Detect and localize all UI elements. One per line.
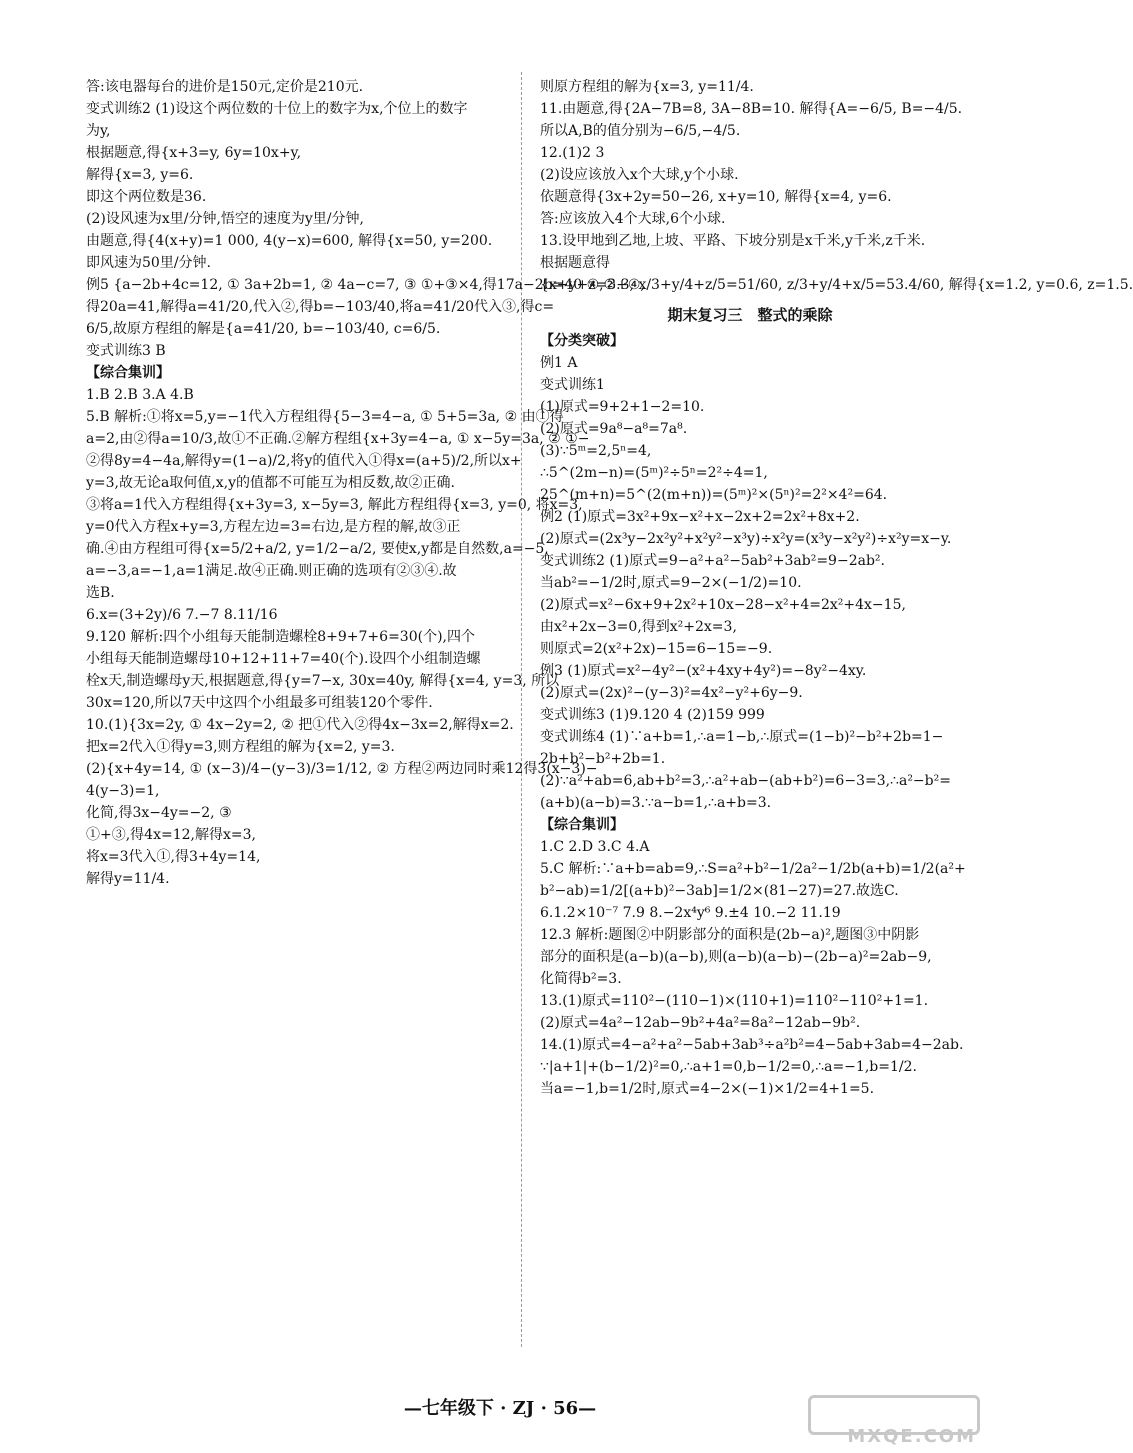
text-line: 栓x天,制造螺母y天,根据题意,得{y=7−x, 30x=40y, 解得{x=4, y=3, 所以 (86, 673, 560, 689)
text-line: (2)设风速为x里/分钟,悟空的速度为y里/分钟, (86, 211, 364, 227)
text-line: 所以A,B的值分别为−6/5,−4/5. (540, 123, 741, 139)
text-line: 25^(m+n)=5^(2(m+n))=(5ᵐ)²×(5ⁿ)²=2²×4²=64. (540, 487, 888, 503)
text-line: 小组每天能制造螺母10+12+11+7=40(个).设四个小组制造螺 (86, 651, 481, 667)
text-line: a=−3,a=−1,a=1满足.故④正确.则正确的选项有②③④.故 (86, 563, 457, 579)
text-line: ②得8y=4−4a,解得y=(1−a)/2,将y的值代入①得x=(a+5)/2,所以x+ (86, 453, 522, 469)
text-line: 6/5,故原方程组的解是{a=41/20, b=−103/40, c=6/5. (86, 321, 441, 337)
text-line: 则原方程组的解为{x=3, y=11/4. (540, 79, 754, 95)
text-line: 由题意,得{4(x+y)=1 000, 4(y−x)=600, 解得{x=50, y=200. (86, 233, 493, 249)
column-divider (521, 72, 522, 1347)
text-line: 选B. (86, 585, 115, 601)
text-line: 当a=−1,b=1/2时,原式=4−2×(−1)×1/2=4+1=5. (540, 1081, 875, 1097)
text-line: (2){x+4y=14, ① (x−3)/4−(y−3)/3=1/12, ② 方程②两边同时乘12得3(x−3)− (86, 761, 598, 777)
right-top-block (540, 76, 1133, 296)
text-line: 化简,得3x−4y=−2, ③ (86, 805, 232, 821)
text-line: 5.B 解析:①将x=5,y=−1代入方程组得{5−3=4−a, ① 5+5=3a, ② 由①得 (86, 409, 564, 425)
text-line: 部分的面积是(a−b)(a−b),则(a−b)(a−b)−(2b−a)²=2ab−9, (540, 949, 932, 965)
text-line: ∵|a+1|+(b−1/2)²=0,∴a+1=0,b−1/2=0,∴a=−1,b=1/2. (540, 1059, 917, 1075)
text-line: 13.(1)原式=110²−(110−1)×(110+1)=110²−110²+1=1. (540, 993, 929, 1009)
text-line: (a+b)(a−b)=3.∵a−b=1,∴a+b=3. (540, 795, 772, 811)
text-line: 确.④由方程组可得{x=5/2+a/2, y=1/2−a/2, 要使x,y都是自然数,a=−5, (86, 541, 549, 557)
watermark-logo (810, 1395, 980, 1447)
watermark-text: MXQE.COM (847, 1426, 976, 1447)
text-line: 6.x=(3+2y)/6 7.−7 8.11/16 (86, 607, 278, 623)
text-line: 12.3 解析:题图②中阴影部分的面积是(2b−a)²,题图③中阴影 (540, 927, 920, 943)
text-line: 例3 (1)原式=x²−4y²−(x²+4xy+4y²)=−8y²−4xy. (540, 663, 867, 679)
text-line: (2)原式=(2x)²−(y−3)²=4x²−y²+6y−9. (540, 685, 803, 701)
text-line: y=3,故无论a取何值,x,y的值都不可能互为相反数,故②正确. (86, 475, 455, 491)
text-line: 变式训练4 (1)∵a+b=1,∴a=1−b,∴原式=(1−b)²−b²+2b=1− (540, 729, 944, 745)
text-line: 变式训练3 B (86, 343, 166, 359)
text-line: 答:应该放入4个大球,6个小球. (540, 211, 726, 227)
text-line: 为y, (86, 123, 111, 139)
text-line: 当ab²=−1/2时,原式=9−2×(−1/2)=10. (540, 575, 802, 591)
text-line: 11.由题意,得{2A−7B=8, 3A−8B=10. 解得{A=−6/5, B=−4/5. (540, 101, 963, 117)
text-line: 【综合集训】 (86, 365, 170, 381)
text-line: ①+③,得4x=12,解得x=3, (86, 827, 256, 843)
text-line: 变式训练2 (1)原式=9−a²+a²−5ab²+3ab²=9−2ab². (540, 553, 885, 569)
text-line: 答:该电器每台的进价是150元,定价是210元. (86, 79, 364, 95)
text-line: ∴5^(2m−n)=(5ᵐ)²÷5ⁿ=2²÷4=1, (540, 465, 768, 481)
right-column (540, 76, 1133, 1100)
text-line: 即风速为50里/分钟. (86, 255, 211, 271)
text-line: 10.(1){3x=2y, ① 4x−2y=2, ② 把①代入②得4x−3x=2,解得x=2. (86, 717, 514, 733)
text-line: 12.(1)2 3 (540, 145, 605, 161)
text-line: ③将a=1代入方程组得{x+3y=3, x−5y=3, 解此方程组得{x=3, y=0, 将x=3, (86, 497, 583, 513)
text-line: (2)原式=(2x³y−2x²y²+x²y²−x³y)÷x²y=(x³y−x²y²)÷x²y=x−y. (540, 531, 952, 547)
text-line: 5.C 解析:∵a+b=ab=9,∴S=a²+b²−1/2a²−1/2b(a+b)=1/2(a²+ (540, 861, 966, 877)
text-line: 变式训练1 (540, 377, 605, 393)
text-line: 化简得b²=3. (540, 971, 622, 987)
text-line: 30x=120,所以7天中这四个小组最多可组装120个零件. (86, 695, 433, 711)
text-line: 将x=3代入①,得3+4y=14, (86, 849, 261, 865)
text-line: 1.B 2.B 3.A 4.B (86, 387, 194, 403)
text-line: (2)∵a²+ab=6,ab+b²=3,∴a²+ab−(ab+b²)=6−3=3,∴a²−b²= (540, 773, 951, 789)
text-line: 变式训练2 (1)设这个两位数的十位上的数字为x,个位上的数字 (86, 101, 468, 117)
right-bottom-block (540, 330, 966, 1100)
text-line: 由x²+2x−3=0,得到x²+2x=3, (540, 619, 737, 635)
text-line: 【分类突破】 (540, 333, 624, 349)
text-line: (2)原式=x²−6x+9+2x²+10x−28−x²+4=2x²+4x−15, (540, 597, 906, 613)
text-line: y=0代入方程x+y=3,方程左边=3=右边,是方程的解,故③正 (86, 519, 461, 535)
text-line: 根据题意,得{x+3=y, 6y=10x+y, (86, 145, 302, 161)
text-line: (2)设应该放入x个大球,y个小球. (540, 167, 739, 183)
text-line: 解得y=11/4. (86, 871, 170, 887)
text-line: 根据题意得 (540, 255, 610, 271)
text-line: 得20a=41,解得a=41/20,代入②,得b=−103/40,将a=41/20代入③,得c= (86, 299, 555, 315)
text-line: 则原式=2(x²+2x)−15=6−15=−9. (540, 641, 773, 657)
text-line: 即这个两位数是36. (86, 189, 207, 205)
text-line: {x+y+z=3.3, x/3+y/4+z/5=51/60, z/3+y/4+x/5=53.4/60, 解得{x=1.2, y=0.6, z=1.5. (540, 277, 1133, 293)
text-line: (3)∵5ᵐ=2,5ⁿ=4, (540, 443, 652, 459)
text-line: 9.120 解析:四个小组每天能制造螺栓8+9+7+6=30(个),四个 (86, 629, 475, 645)
text-line: (2)原式=9a⁸−a⁸=7a⁸. (540, 421, 688, 437)
text-line: 变式训练3 (1)9.120 4 (2)159 999 (540, 707, 765, 723)
section-title: 期末复习三 整式的乘除 (667, 306, 833, 324)
text-line: (2)原式=4a²−12ab−9b²+4a²=8a²−12ab−9b². (540, 1015, 861, 1031)
text-line: 6.1.2×10⁻⁷ 7.9 8.−2x⁴y⁶ 9.±4 10.−2 11.19 (540, 905, 841, 921)
text-line: (1)原式=9+2+1−2=10. (540, 399, 705, 415)
text-line: 解得{x=3, y=6. (86, 167, 194, 183)
text-line: b²−ab)=1/2[(a+b)²−3ab]=1/2×(81−27)=27.故选C. (540, 883, 899, 899)
text-line: 13.设甲地到乙地,上坡、平路、下坡分别是x千米,y千米,z千米. (540, 233, 926, 249)
text-line: 例2 (1)原式=3x²+9x−x²+x−2x+2=2x²+8x+2. (540, 509, 860, 525)
text-line: 4(y−3)=1, (86, 783, 160, 799)
page-footer: —七年级下 · ZJ · 56— (403, 1398, 597, 1419)
text-line: 例5 {a−2b+4c=12, ① 3a+2b=1, ② 4a−c=7, ③ ①+③×4,得17a−2b=40 ④,②+④, (86, 277, 645, 293)
text-line: 2b+b²−b²+2b=1. (540, 751, 666, 767)
text-line: 1.C 2.D 3.C 4.A (540, 839, 650, 855)
text-line: 【综合集训】 (540, 817, 624, 833)
text-line: a=2,由②得a=10/3,故①不正确.②解方程组{x+3y=4−a, ① x−5y=3a, ② ①− (86, 431, 590, 447)
text-line: 14.(1)原式=4−a²+a²−5ab+3ab³÷a²b²=4−5ab+3ab=4−2ab. (540, 1037, 964, 1053)
text-line: 依题意得{3x+2y=50−26, x+y=10, 解得{x=4, y=6. (540, 189, 892, 205)
text-line: 把x=2代入①得y=3,则方程组的解为{x=2, y=3. (86, 739, 395, 755)
text-line: 例1 A (540, 355, 578, 371)
